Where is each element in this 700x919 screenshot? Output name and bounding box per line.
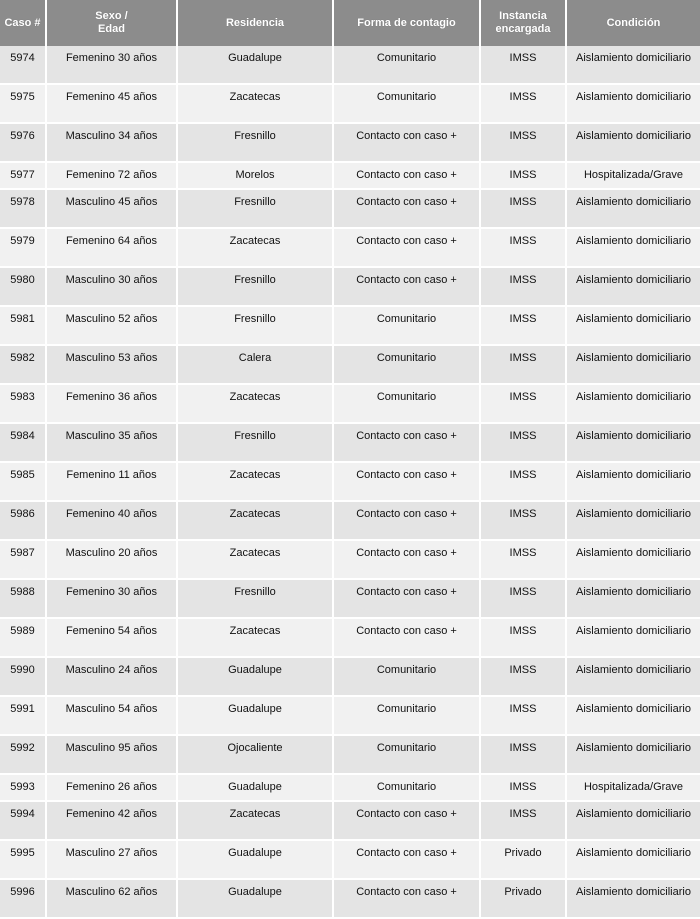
cell-instancia: IMSS	[480, 46, 566, 84]
cell-caso: 5979	[0, 228, 46, 267]
cell-forma-contagio: Comunitario	[333, 306, 480, 345]
table-row	[0, 774, 700, 801]
cell-caso: 5975	[0, 84, 46, 123]
cell-sexo-edad: Masculino 35 años	[46, 423, 177, 462]
cell-condicion: Aislamiento domiciliario	[566, 462, 700, 501]
cell-condicion: Aislamiento domiciliario	[566, 801, 700, 840]
cell-condicion: Aislamiento domiciliario	[566, 345, 700, 384]
cell-condicion: Aislamiento domiciliario	[566, 579, 700, 618]
cell-residencia: Guadalupe	[177, 696, 333, 735]
cell-forma-contagio: Contacto con caso +	[333, 540, 480, 579]
cell-forma-contagio: Contacto con caso +	[333, 840, 480, 879]
cell-instancia: IMSS	[480, 801, 566, 840]
cell-residencia: Fresnillo	[177, 189, 333, 228]
cell-forma-contagio: Contacto con caso +	[333, 162, 480, 189]
cell-residencia: Zacatecas	[177, 384, 333, 423]
cell-sexo-edad: Femenino 40 años	[46, 501, 177, 540]
cell-caso: 5974	[0, 46, 46, 84]
cell-condicion: Aislamiento domiciliario	[566, 189, 700, 228]
cell-caso: 5980	[0, 267, 46, 306]
cell-condicion: Aislamiento domiciliario	[566, 228, 700, 267]
cell-caso: 5977	[0, 162, 46, 189]
cell-condicion: Aislamiento domiciliario	[566, 540, 700, 579]
cell-residencia: Guadalupe	[177, 46, 333, 84]
cell-sexo-edad: Femenino 72 años	[46, 162, 177, 189]
table-row	[0, 162, 700, 189]
cell-instancia: Privado	[480, 879, 566, 918]
cell-sexo-edad: Masculino 27 años	[46, 840, 177, 879]
cell-caso: 5994	[0, 801, 46, 840]
cell-sexo-edad: Femenino 36 años	[46, 384, 177, 423]
cell-forma-contagio: Contacto con caso +	[333, 423, 480, 462]
header-residencia: Residencia	[177, 0, 333, 46]
cell-residencia: Guadalupe	[177, 840, 333, 879]
cell-condicion: Aislamiento domiciliario	[566, 501, 700, 540]
table-header	[0, 0, 700, 46]
cell-residencia: Fresnillo	[177, 423, 333, 462]
cell-instancia: IMSS	[480, 384, 566, 423]
cell-instancia: IMSS	[480, 123, 566, 162]
table-row	[0, 618, 700, 657]
cell-condicion: Aislamiento domiciliario	[566, 84, 700, 123]
cell-condicion: Aislamiento domiciliario	[566, 306, 700, 345]
cell-residencia: Zacatecas	[177, 618, 333, 657]
table-row	[0, 540, 700, 579]
cell-residencia: Calera	[177, 345, 333, 384]
cell-sexo-edad: Masculino 52 años	[46, 306, 177, 345]
cell-instancia: IMSS	[480, 189, 566, 228]
cell-forma-contagio: Contacto con caso +	[333, 462, 480, 501]
cell-instancia: IMSS	[480, 735, 566, 774]
cell-condicion: Aislamiento domiciliario	[566, 879, 700, 918]
cell-sexo-edad: Femenino 54 años	[46, 618, 177, 657]
cell-condicion: Hospitalizada/Grave	[566, 774, 700, 801]
cell-residencia: Zacatecas	[177, 540, 333, 579]
cell-caso: 5992	[0, 735, 46, 774]
cell-condicion: Aislamiento domiciliario	[566, 123, 700, 162]
table-row	[0, 801, 700, 840]
cell-residencia: Guadalupe	[177, 774, 333, 801]
table-row	[0, 696, 700, 735]
table-row	[0, 384, 700, 423]
cell-caso: 5991	[0, 696, 46, 735]
cell-forma-contagio: Contacto con caso +	[333, 228, 480, 267]
cell-instancia: IMSS	[480, 345, 566, 384]
cell-residencia: Guadalupe	[177, 879, 333, 918]
cell-forma-contagio: Contacto con caso +	[333, 801, 480, 840]
cell-caso: 5995	[0, 840, 46, 879]
table-row	[0, 879, 700, 918]
cell-caso: 5996	[0, 879, 46, 918]
table-row	[0, 228, 700, 267]
cell-residencia: Zacatecas	[177, 228, 333, 267]
table-row	[0, 423, 700, 462]
cell-caso: 5990	[0, 657, 46, 696]
cell-residencia: Fresnillo	[177, 306, 333, 345]
cell-sexo-edad: Femenino 30 años	[46, 579, 177, 618]
cell-instancia: IMSS	[480, 696, 566, 735]
cell-sexo-edad: Masculino 20 años	[46, 540, 177, 579]
cell-sexo-edad: Femenino 26 años	[46, 774, 177, 801]
cell-forma-contagio: Comunitario	[333, 345, 480, 384]
cell-caso: 5986	[0, 501, 46, 540]
table-row	[0, 345, 700, 384]
cell-condicion: Aislamiento domiciliario	[566, 735, 700, 774]
table-row	[0, 462, 700, 501]
cell-instancia: IMSS	[480, 618, 566, 657]
header-row	[0, 0, 700, 46]
cell-sexo-edad: Masculino 95 años	[46, 735, 177, 774]
cell-instancia: IMSS	[480, 84, 566, 123]
cell-residencia: Zacatecas	[177, 462, 333, 501]
cell-forma-contagio: Contacto con caso +	[333, 501, 480, 540]
table-row	[0, 267, 700, 306]
cell-forma-contagio: Comunitario	[333, 84, 480, 123]
header-condicion: Condición	[566, 0, 700, 46]
cell-forma-contagio: Comunitario	[333, 384, 480, 423]
cell-sexo-edad: Masculino 62 años	[46, 879, 177, 918]
cell-sexo-edad: Femenino 11 años	[46, 462, 177, 501]
cell-instancia: IMSS	[480, 306, 566, 345]
cell-caso: 5987	[0, 540, 46, 579]
cell-instancia: IMSS	[480, 579, 566, 618]
cell-caso: 5976	[0, 123, 46, 162]
cell-sexo-edad: Masculino 34 años	[46, 123, 177, 162]
cell-forma-contagio: Contacto con caso +	[333, 579, 480, 618]
cell-residencia: Ojocaliente	[177, 735, 333, 774]
cell-residencia: Zacatecas	[177, 801, 333, 840]
cell-sexo-edad: Femenino 30 años	[46, 46, 177, 84]
table-row	[0, 123, 700, 162]
cell-residencia: Zacatecas	[177, 84, 333, 123]
cell-forma-contagio: Contacto con caso +	[333, 189, 480, 228]
cell-condicion: Hospitalizada/Grave	[566, 162, 700, 189]
cell-instancia: IMSS	[480, 501, 566, 540]
cell-instancia: IMSS	[480, 657, 566, 696]
cell-residencia: Zacatecas	[177, 501, 333, 540]
cell-residencia: Fresnillo	[177, 267, 333, 306]
cell-residencia: Morelos	[177, 162, 333, 189]
cell-instancia: IMSS	[480, 162, 566, 189]
cell-instancia: Privado	[480, 840, 566, 879]
cell-forma-contagio: Contacto con caso +	[333, 267, 480, 306]
cell-condicion: Aislamiento domiciliario	[566, 384, 700, 423]
cell-instancia: IMSS	[480, 774, 566, 801]
cell-caso: 5988	[0, 579, 46, 618]
table-row	[0, 306, 700, 345]
cell-instancia: IMSS	[480, 228, 566, 267]
cell-forma-contagio: Comunitario	[333, 735, 480, 774]
cell-caso: 5978	[0, 189, 46, 228]
cell-condicion: Aislamiento domiciliario	[566, 267, 700, 306]
cell-forma-contagio: Contacto con caso +	[333, 618, 480, 657]
cell-sexo-edad: Femenino 45 años	[46, 84, 177, 123]
table-row	[0, 735, 700, 774]
cell-sexo-edad: Femenino 64 años	[46, 228, 177, 267]
cell-forma-contagio: Contacto con caso +	[333, 879, 480, 918]
header-forma-contagio: Forma de contagio	[333, 0, 480, 46]
table-row	[0, 46, 700, 84]
cell-caso: 5983	[0, 384, 46, 423]
table-body	[0, 46, 700, 918]
header-sexo-edad: Sexo / Edad	[46, 0, 177, 46]
cell-forma-contagio: Comunitario	[333, 774, 480, 801]
cell-condicion: Aislamiento domiciliario	[566, 423, 700, 462]
cell-caso: 5982	[0, 345, 46, 384]
cell-condicion: Aislamiento domiciliario	[566, 840, 700, 879]
cell-caso: 5981	[0, 306, 46, 345]
cell-sexo-edad: Masculino 24 años	[46, 657, 177, 696]
cell-condicion: Aislamiento domiciliario	[566, 657, 700, 696]
cell-condicion: Aislamiento domiciliario	[566, 618, 700, 657]
cell-residencia: Guadalupe	[177, 657, 333, 696]
table-row	[0, 84, 700, 123]
cell-condicion: Aislamiento domiciliario	[566, 46, 700, 84]
table-row	[0, 501, 700, 540]
cell-sexo-edad: Masculino 30 años	[46, 267, 177, 306]
cell-sexo-edad: Masculino 45 años	[46, 189, 177, 228]
cell-forma-contagio: Comunitario	[333, 657, 480, 696]
cell-instancia: IMSS	[480, 540, 566, 579]
cell-instancia: IMSS	[480, 423, 566, 462]
cell-forma-contagio: Comunitario	[333, 696, 480, 735]
table-row	[0, 579, 700, 618]
cell-caso: 5993	[0, 774, 46, 801]
cell-caso: 5985	[0, 462, 46, 501]
cell-residencia: Fresnillo	[177, 579, 333, 618]
cell-caso: 5984	[0, 423, 46, 462]
table-row	[0, 189, 700, 228]
cell-sexo-edad: Femenino 42 años	[46, 801, 177, 840]
header-instancia: Instancia encargada	[480, 0, 566, 46]
cell-residencia: Fresnillo	[177, 123, 333, 162]
cell-forma-contagio: Contacto con caso +	[333, 123, 480, 162]
header-caso: Caso #	[0, 0, 46, 46]
cell-condicion: Aislamiento domiciliario	[566, 696, 700, 735]
cell-sexo-edad: Masculino 53 años	[46, 345, 177, 384]
table-row	[0, 840, 700, 879]
cell-instancia: IMSS	[480, 462, 566, 501]
cell-caso: 5989	[0, 618, 46, 657]
cell-forma-contagio: Comunitario	[333, 46, 480, 84]
cell-sexo-edad: Masculino 54 años	[46, 696, 177, 735]
cell-instancia: IMSS	[480, 267, 566, 306]
table-row	[0, 657, 700, 696]
